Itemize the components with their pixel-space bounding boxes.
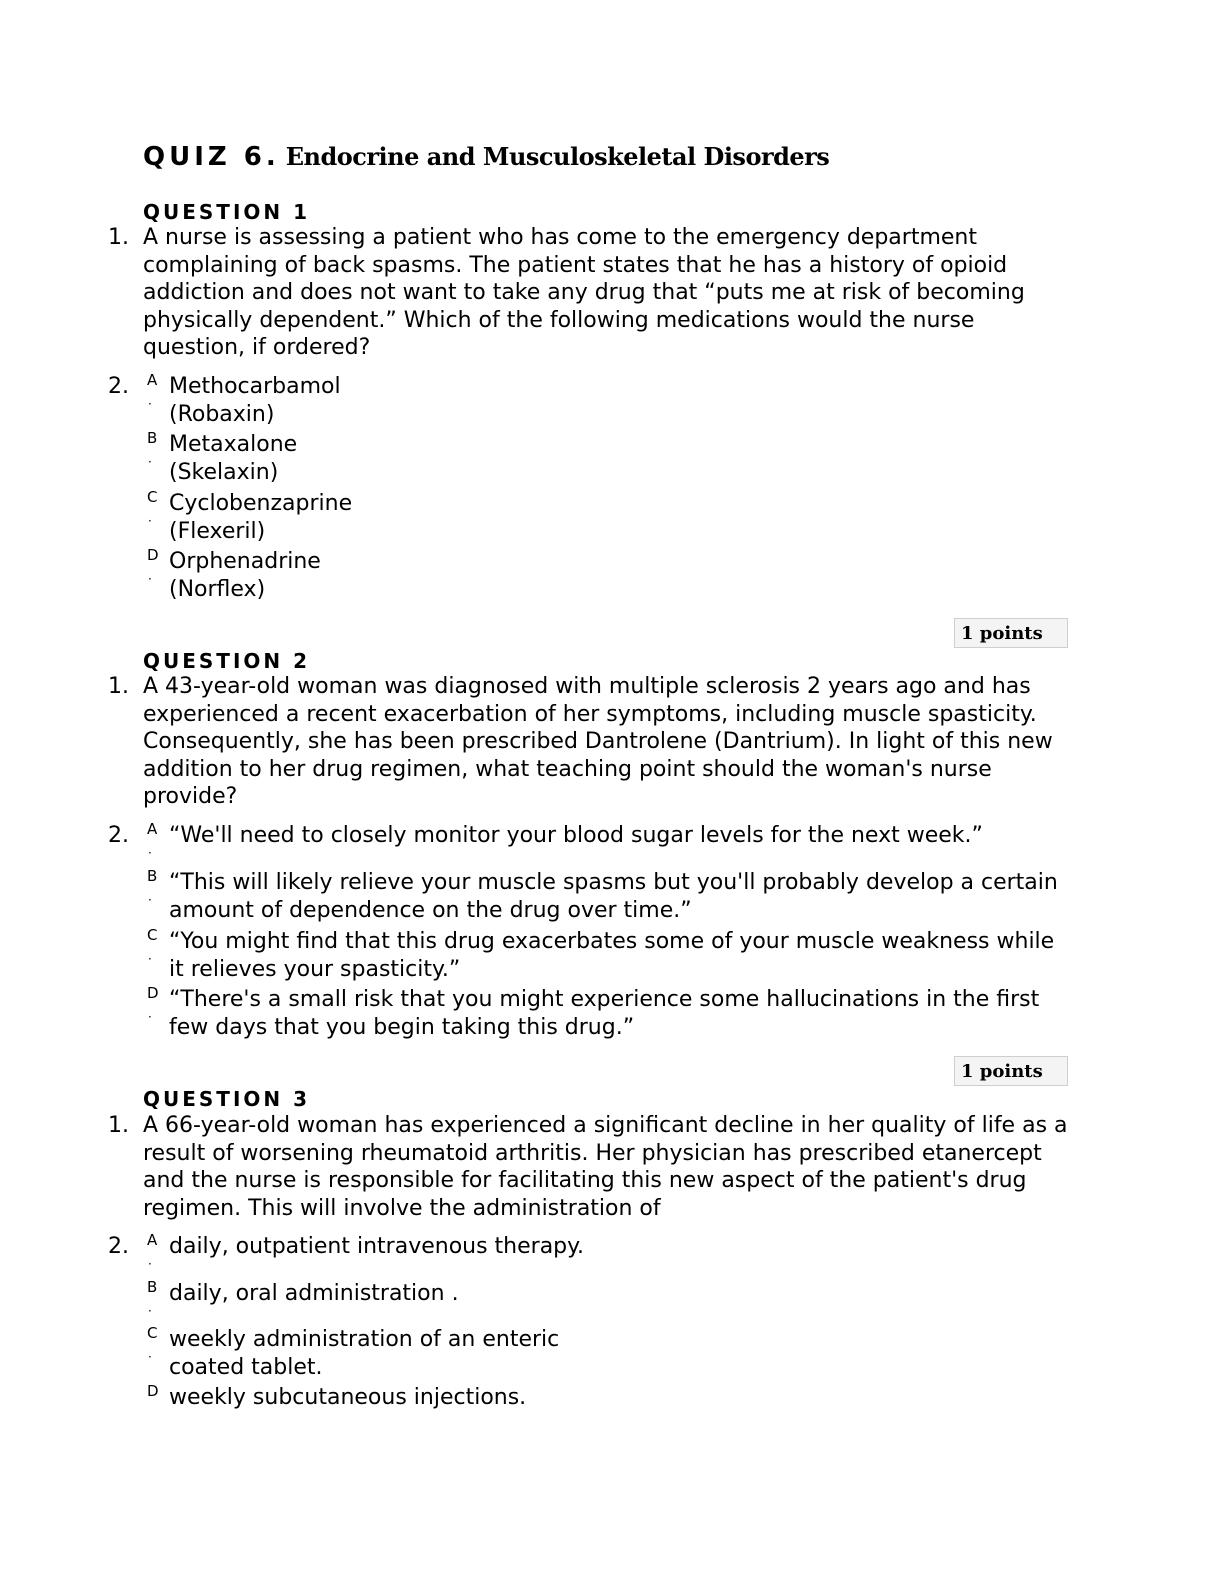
- option-text: Orphenadrine (Norflex): [169, 549, 321, 602]
- question-3-heading: QUESTION 3: [143, 1087, 311, 1111]
- option-letter: B: [147, 1278, 158, 1296]
- question-1-points-badge: [954, 618, 1068, 648]
- question-2-points-badge: [954, 1056, 1068, 1086]
- option-marker: ·: [148, 1010, 152, 1024]
- option-marker: ·: [148, 1304, 152, 1318]
- option-letter: B: [147, 429, 158, 447]
- question-2-stem: A 43-year-old woman was diagnosed with multiple sclerosis 2 years ago and has experienced a recent exacerbation of her symptoms, including muscle spasticity. Consequently, she has been prescribed Dantrolene (Dantrium). In light of this new addition to her drug regimen, what teaching point should the woman's nurse provide?: [143, 674, 1053, 810]
- question-2-stem-number: 1.: [108, 674, 129, 699]
- option-letter: A: [147, 820, 158, 838]
- option-marker: ·: [148, 952, 152, 966]
- option-letter: C: [147, 1324, 158, 1342]
- option-text: daily, outpatient intravenous therapy.: [169, 1234, 585, 1259]
- option-text: “We'll need to closely monitor your blood sugar levels for the next week.”: [169, 823, 983, 848]
- option-letter: A: [147, 371, 158, 389]
- option-letter: D: [147, 1382, 159, 1400]
- question-1-options-number: 2.: [108, 374, 129, 399]
- option-letter: D: [147, 546, 159, 564]
- option-marker: ·: [148, 514, 152, 528]
- option-text: Cyclobenzaprine (Flexeril): [169, 491, 353, 544]
- option-text: Methocarbamol (Robaxin): [169, 374, 341, 427]
- option-marker: ·: [148, 455, 152, 469]
- question-3-options-number: 2.: [108, 1234, 129, 1259]
- option-text: daily, oral administration .: [169, 1281, 459, 1306]
- option-text: “This will likely relieve your muscle spasms but you'll probably develop a certain amount of dependence on the drug over time.”: [169, 870, 1058, 923]
- option-text: weekly subcutaneous injections.: [169, 1385, 527, 1410]
- option-marker: ·: [148, 1257, 152, 1271]
- question-2-options-number: 2.: [108, 823, 129, 848]
- option-marker: ·: [148, 397, 152, 411]
- quiz-subtitle: Endocrine and Musculoskeletal Disorders: [285, 142, 830, 171]
- option-text: weekly administration of an enteric coated tablet.: [169, 1327, 560, 1380]
- option-letter: C: [147, 926, 158, 944]
- option-text: “You might find that this drug exacerbates some of your muscle weakness while it relieves your spasticity.”: [169, 929, 1055, 982]
- quiz-number: QUIZ 6.: [143, 142, 280, 172]
- option-text: “There's a small risk that you might experience some hallucinations in the first few days that you begin taking this drug.”: [169, 987, 1040, 1040]
- option-marker: ·: [148, 846, 152, 860]
- option-marker: ·: [148, 893, 152, 907]
- option-letter: D: [147, 984, 159, 1002]
- option-marker: ·: [148, 572, 152, 586]
- option-letter: C: [147, 488, 158, 506]
- option-text: Metaxalone (Skelaxin): [169, 432, 298, 485]
- quiz-title: [143, 142, 829, 172]
- question-1-stem-number: 1.: [108, 225, 129, 250]
- question-3-stem: A 66-year-old woman has experienced a significant decline in her quality of life as a result of worsening rheumatoid arthritis. Her physician has prescribed etanercept and the nurse is responsible for facilitating this new aspect of the patient's drug regimen. This will involve the administration of: [143, 1113, 1068, 1221]
- question-1-heading: QUESTION 1: [143, 200, 311, 224]
- question-3-stem-number: 1.: [108, 1113, 129, 1138]
- question-2-heading: QUESTION 2: [143, 649, 311, 673]
- points-label: 1 points: [961, 1061, 1043, 1082]
- points-label: 1 points: [961, 623, 1043, 644]
- option-letter: A: [147, 1231, 158, 1249]
- question-1-stem: A nurse is assessing a patient who has come to the emergency department complaining of back spasms. The patient states that he has a history of opioid addiction and does not want to take any drug that “puts me at risk of becoming physically dependent.” Which of the following medications would the nurse question, if ordered?: [143, 225, 1025, 361]
- option-marker: ·: [148, 1350, 152, 1364]
- option-letter: B: [147, 867, 158, 885]
